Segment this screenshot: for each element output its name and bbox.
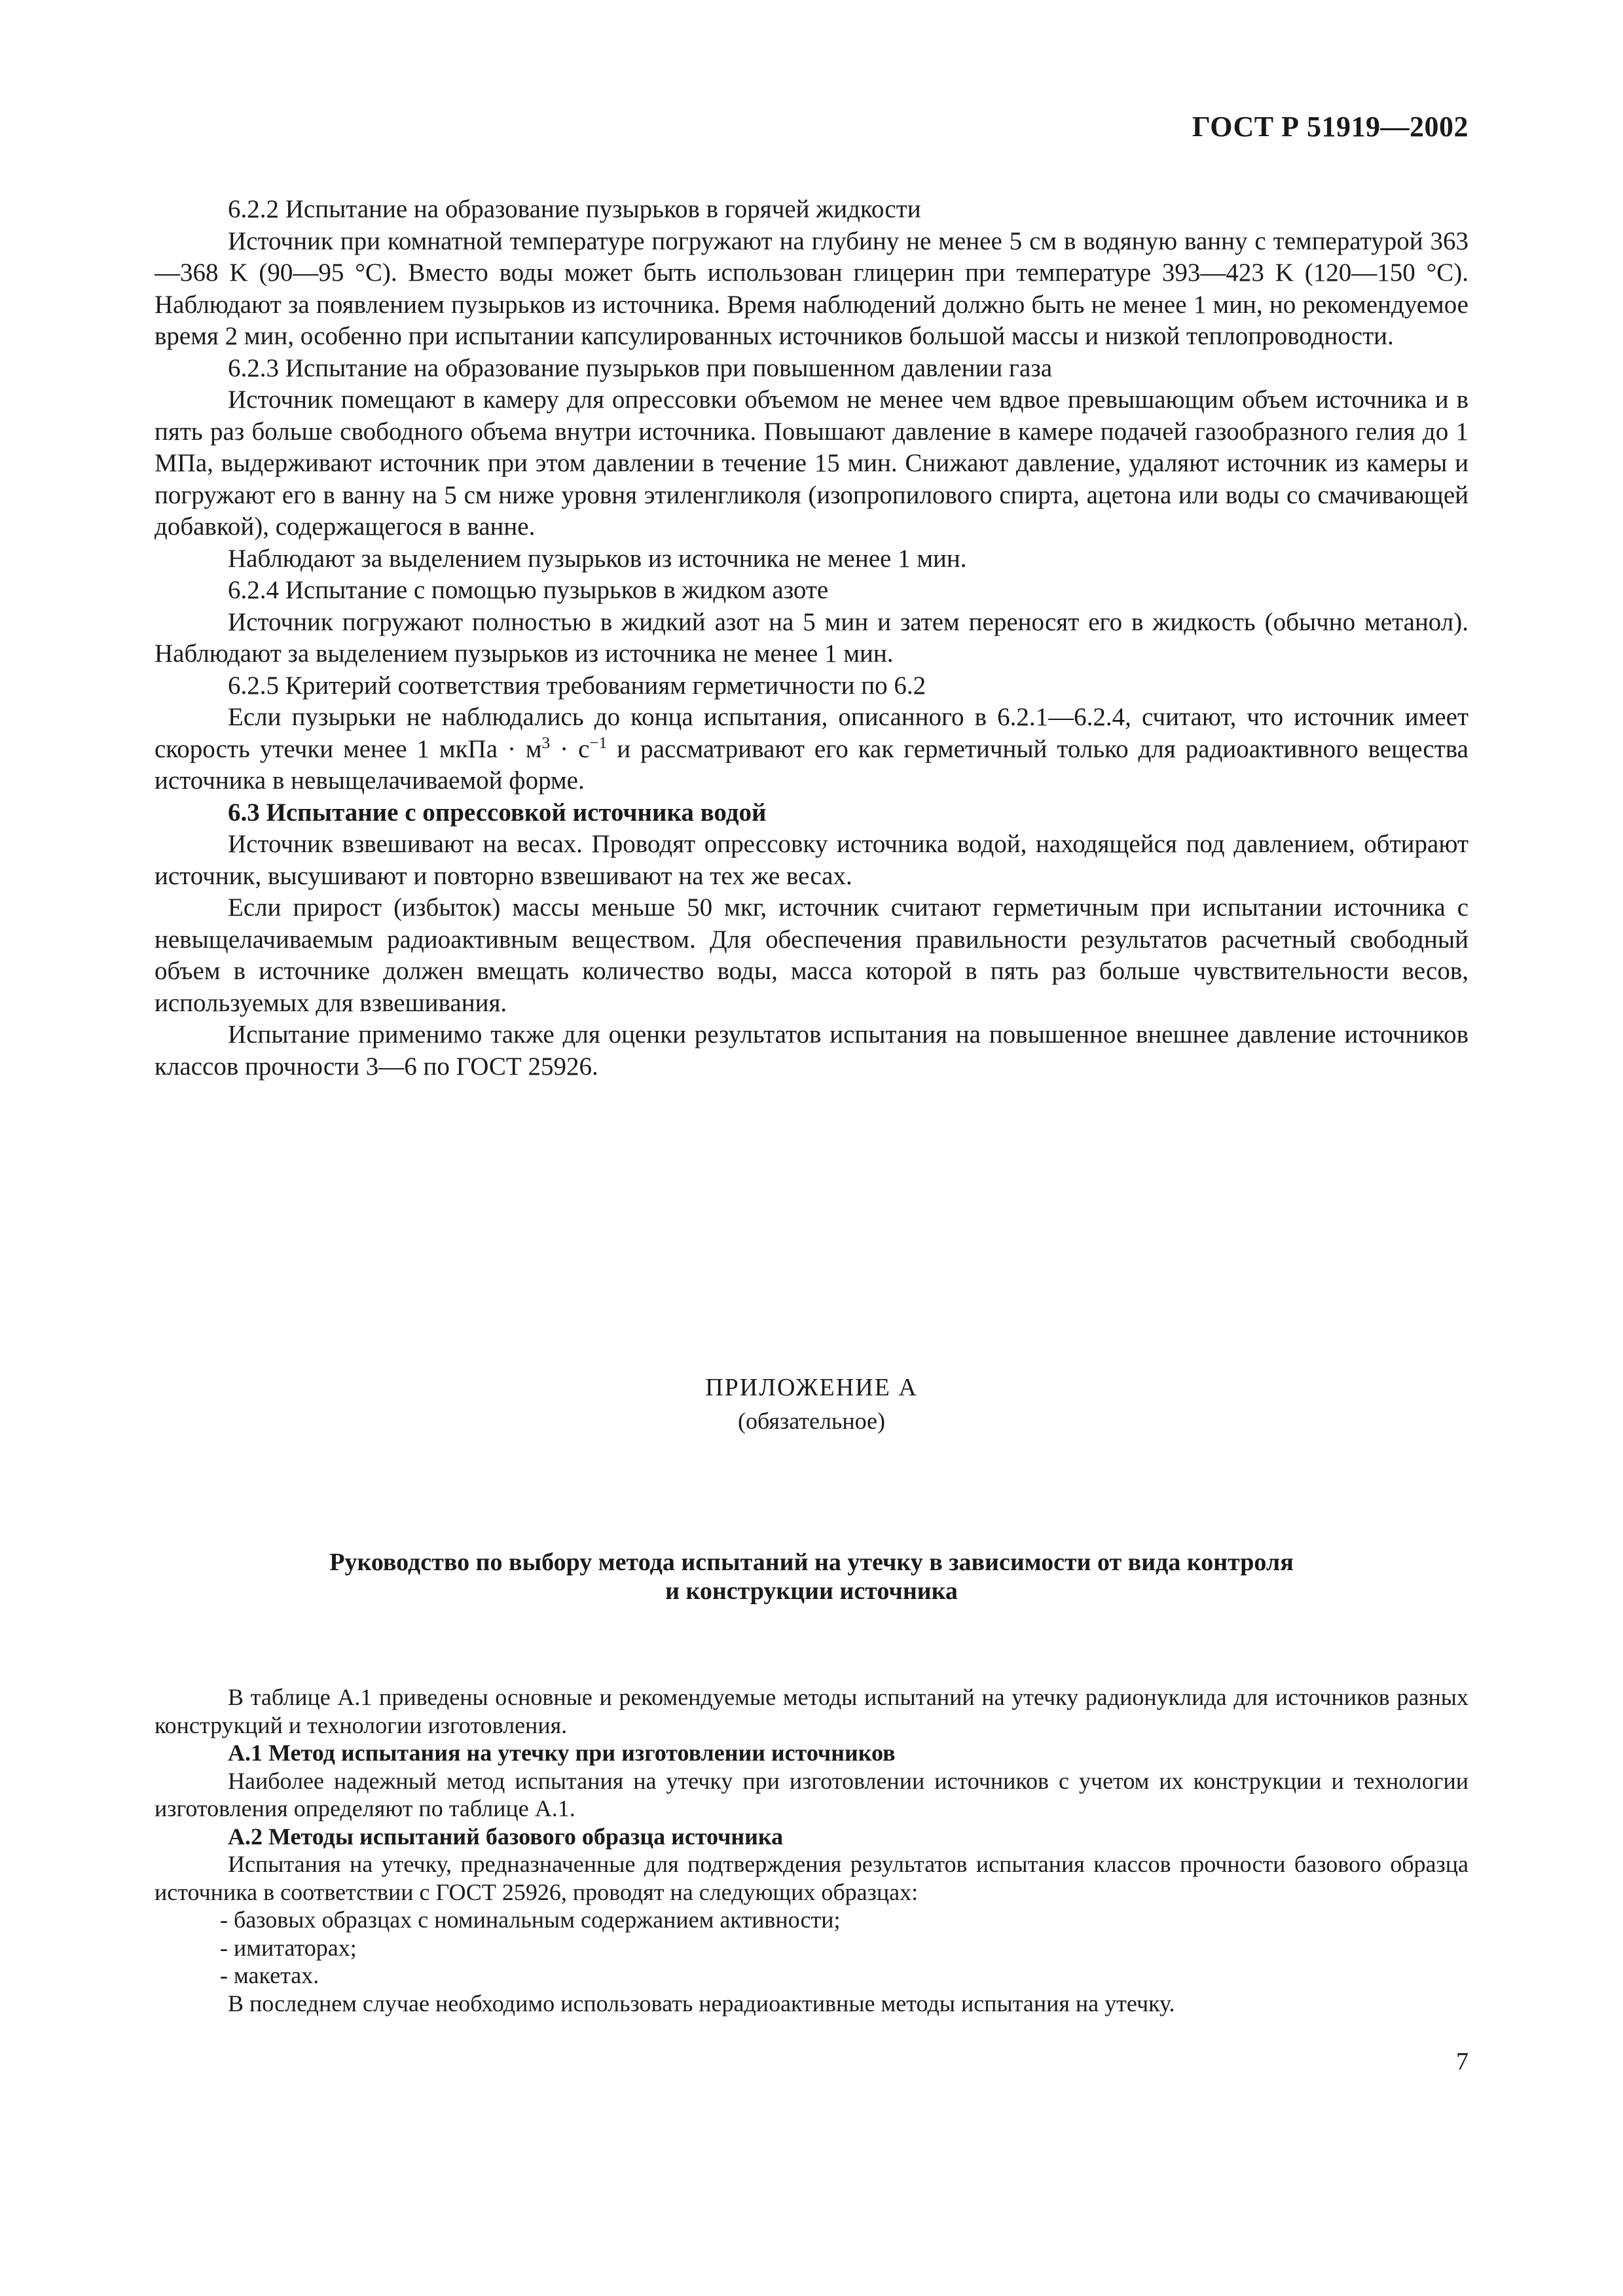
superscript: 3 (541, 733, 551, 752)
paragraph: Испытание применимо также для оценки результатов испытания на повышенное внешнее давление источников классов прочности 3—6 по ГОСТ 25926. (155, 1020, 1468, 1081)
text-run: Если пузырьки не наблюдались до конца испытания, описанного в 6.2.1—6.2.4, считают, что источник имеет скорость утечки менее 1 мкПа · м (155, 703, 1468, 763)
paragraph: Наиболее надежный метод испытания на утечку при изготовлении источников с учетом их конструкции и технологии изготовления определяют по таблице А.1. (155, 1767, 1468, 1821)
superscript: −1 (589, 733, 608, 752)
paragraph: Испытания на утечку, предназначенные для подтверждения результатов испытания классов прочности базового образца источника в соответствии с ГОСТ 25926, проводят на следующих образцах: (155, 1851, 1468, 1905)
section-heading-6-3: 6.3 Испытание с опрессовкой источника водой (228, 798, 767, 827)
section-heading-6-2-5: 6.2.5 Критерий соответствия требованиям герметичности по 6.2 (228, 671, 926, 700)
main-text (155, 194, 1468, 1083)
paragraph: Наблюдают за выделением пузырьков из источника не менее 1 мин. (228, 544, 967, 573)
section-heading-a-2: А.2 Методы испытаний базового образца источника (228, 1823, 784, 1850)
paragraph: Источник взвешивают на весах. Проводят опрессовку источника водой, находящейся под давлением, обтирают источник, высушивают и повторно взвешивают на тех же весах. (155, 830, 1468, 890)
paragraph: В последнем случае необходимо использовать нерадиоактивные методы испытания на утечку. (228, 1990, 1175, 2017)
section-heading-6-2-2: 6.2.2 Испытание на образование пузырьков в горячей жидкости (228, 195, 921, 223)
section-heading-6-2-4: 6.2.4 Испытание с помощью пузырьков в жидком азоте (228, 576, 829, 604)
paragraph: В таблице А.1 приведены основные и рекомендуемые методы испытаний на утечку радионуклида для источников разных конструкций и технологии изготовления. (155, 1684, 1468, 1738)
appendix-heading-line: и конструкции источника (665, 1577, 958, 1605)
section-heading-6-2-3: 6.2.3 Испытание на образование пузырьков при повышенном давлении газа (228, 353, 1053, 382)
appendix-heading-line: Руководство по выбору метода испытаний на утечку в зависимости от вида контроля (329, 1549, 1294, 1576)
paragraph: Источник при комнатной температуре погружают на глубину не менее 5 см в водяную ванну с температурой 363—368 K (90—95 °С). Вместо воды может быть использован глицерин при температуре 393—423 K (120—150 °С). Наблюдают за появлением пузырьков из источника. Время наблюдений должно быть не менее 1 мин, но рекомендуемое время 2 мин, особенно при испытании капсулированных источников большой массы и низкой теплопроводности. (155, 226, 1468, 350)
section-heading-a-1: А.1 Метод испытания на утечку при изготовлении источников (228, 1740, 896, 1766)
appendix-status: (обязательное) (738, 1408, 885, 1434)
paragraph: Если прирост (избыток) массы меньше 50 мкг, источник считают герметичным при испытании источника с невыщелачиваемым радиоактивным веществом. Для обеспечения правильности результатов расчетный свободный объем в источнике должен вмещать количество воды, масса которой в пять раз больше чувствительности весов, используемых для взвешивания. (155, 893, 1468, 1017)
list-item: - макетах. (220, 1962, 319, 1988)
appendix-text (155, 1683, 1468, 2017)
paragraph: Источник погружают полностью в жидкий азот на 5 мин и затем переносят его в жидкость (обычно метанол). Наблюдают за выделением пузырьков из источника не менее 1 мин. (155, 607, 1468, 668)
paragraph-leak-rate (155, 702, 1468, 797)
appendix-title: ПРИЛОЖЕНИЕ А (705, 1374, 918, 1401)
text-run: · с (550, 734, 590, 763)
text-run: и рассматривают его как герметичный только для радиоактивного вещества источника в невыщелачиваемой форме. (155, 734, 1468, 795)
paragraph: Источник помещают в камеру для опрессовки объемом не менее чем вдвое превышающим объем источника и в пять раз больше свободного объема внутри источника. Повышают давление в камере подачей газообразного гелия до 1 МПа, выдерживают источник при этом давлении в течение 15 мин. Снижают давление, удаляют источник из камеры и погружают его в ванну на 5 см ниже уровня этиленгликоля (изопропилового спирта, ацетона или воды со смачивающей добавкой), содержащегося в ванне. (155, 386, 1468, 541)
document-code: ГОСТ Р 51919—2002 (1192, 111, 1468, 143)
page-number: 7 (1456, 2048, 1468, 2075)
list-item: - имитаторах; (220, 1934, 357, 1961)
list-item: - базовых образцах с номинальным содержанием активности; (220, 1907, 841, 1933)
appendix-heading (196, 1548, 1427, 1605)
